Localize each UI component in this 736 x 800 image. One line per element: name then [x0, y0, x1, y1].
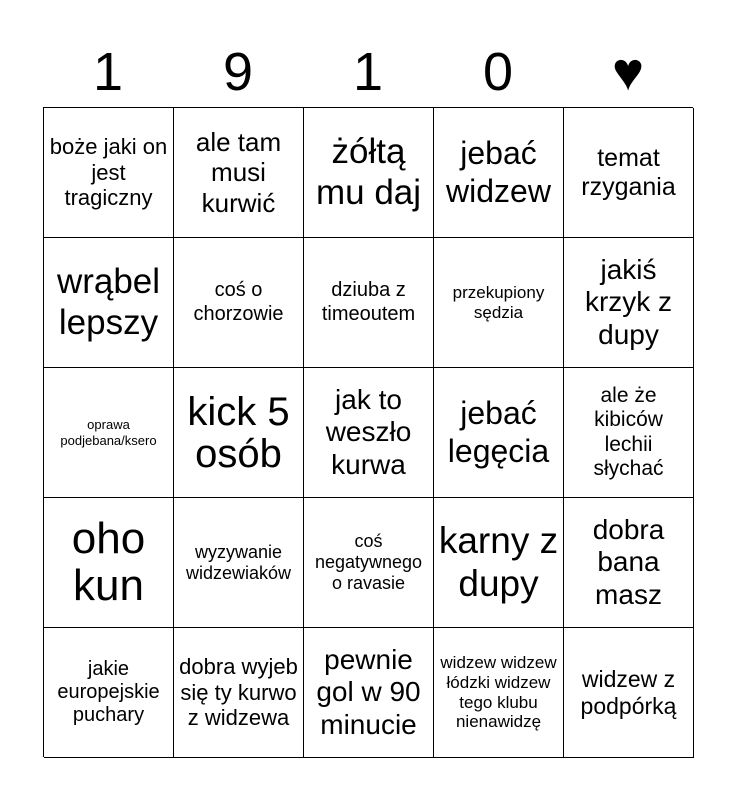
bingo-cell[interactable] [434, 368, 564, 498]
bingo-cell[interactable] [564, 368, 694, 498]
bingo-cell-text: wrąbel lepszy [56, 261, 161, 342]
bingo-cell[interactable] [44, 238, 174, 368]
bingo-cell[interactable] [304, 108, 434, 238]
bingo-cell-text: oprawa podjebana/ksero [60, 417, 157, 448]
bingo-cell[interactable] [44, 498, 174, 628]
header-heart-icon: ♥ [611, 42, 645, 102]
bingo-cell-text: widzew z podpórką [580, 665, 677, 719]
bingo-cell[interactable] [174, 368, 304, 498]
bingo-cell[interactable] [304, 368, 434, 498]
bingo-cell[interactable] [564, 238, 694, 368]
bingo-cell-text: dziuba z timeoutem [321, 279, 416, 325]
bingo-cell-text: jakiś krzyk z dupy [584, 253, 673, 350]
bingo-cell[interactable] [44, 368, 174, 498]
header-letter-2: 9 [222, 42, 254, 102]
bingo-cell-text: dobra wyjeb się ty kurwo z widzewa [179, 654, 298, 731]
bingo-cell[interactable] [434, 498, 564, 628]
bingo-cell-text: jakie europejskie puchary [57, 657, 160, 727]
bingo-cell-text: jak to weszło kurwa [325, 383, 412, 480]
bingo-cell-text: widzew widzew łódzki widzew tego klubu nienawidzę [440, 653, 557, 732]
bingo-cell[interactable] [174, 238, 304, 368]
bingo-cell[interactable] [434, 628, 564, 758]
bingo-cell[interactable] [564, 108, 694, 238]
bingo-cell-text: boże jaki on jest tragiczny [49, 134, 168, 211]
bingo-cell-text: dobra bana masz [592, 513, 665, 610]
bingo-cell-text: pewnie gol w 90 minucie [316, 643, 421, 740]
bingo-cell[interactable] [44, 628, 174, 758]
bingo-grid [43, 107, 693, 757]
bingo-cell-text: karny z dupy [438, 519, 559, 604]
bingo-cell[interactable] [304, 498, 434, 628]
bingo-cell-text: żółtą mu daj [315, 131, 422, 212]
bingo-cell-text: coś negatywnego o ravasie [314, 531, 423, 593]
bingo-cell-text: wyzywanie widzewiaków [185, 541, 292, 583]
bingo-cell[interactable] [44, 108, 174, 238]
bingo-header [43, 36, 693, 108]
bingo-cell[interactable] [174, 628, 304, 758]
bingo-cell-text: kick 5 osób [187, 389, 290, 476]
header-letter-1: 1 [92, 42, 124, 102]
bingo-cell-text: ale tam musi kurwić [195, 127, 282, 218]
bingo-cell[interactable] [434, 108, 564, 238]
bingo-cell[interactable] [434, 238, 564, 368]
bingo-cell[interactable] [304, 238, 434, 368]
bingo-cell[interactable] [564, 498, 694, 628]
bingo-cell-text: ale że kibiców lechii słychać [593, 383, 664, 480]
header-letter-4: 0 [482, 42, 514, 102]
bingo-cell-text: przekupiony sędzia [452, 282, 545, 322]
bingo-cell[interactable] [304, 628, 434, 758]
bingo-cell-text: temat rzygania [581, 143, 676, 201]
bingo-cell-text: coś o chorzowie [193, 279, 284, 325]
bingo-cell[interactable] [564, 628, 694, 758]
bingo-cell-text: jebać widzew [446, 135, 551, 209]
bingo-cell-text: oho kun [71, 514, 146, 610]
bingo-cell[interactable] [174, 108, 304, 238]
bingo-cell-text: jebać legęcia [447, 395, 550, 469]
bingo-cell[interactable] [174, 498, 304, 628]
header-letter-3: 1 [352, 42, 384, 102]
